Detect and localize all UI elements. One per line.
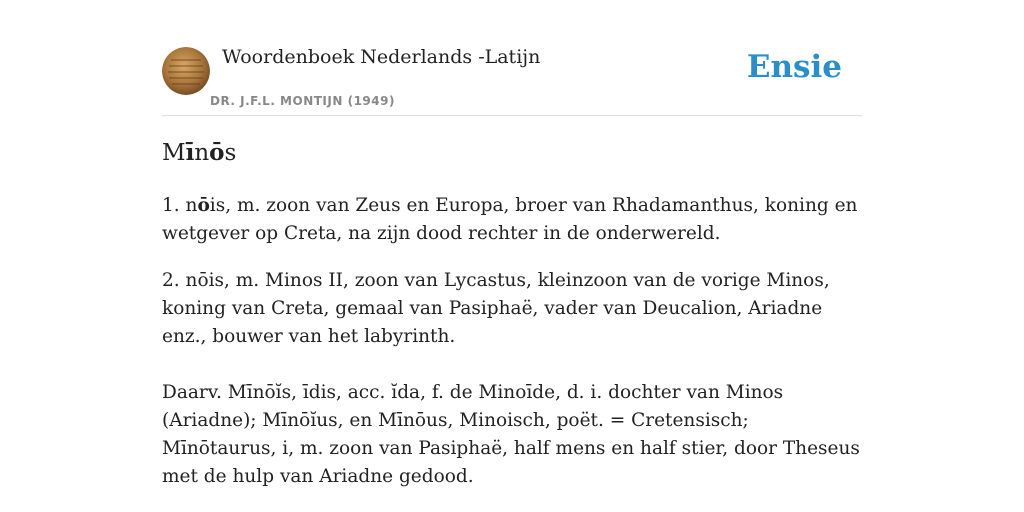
derivations-text: Daarv. Mīnōĭs, īdis, acc. ĭda, f. de Minoīde, d. i. dochter van Minos (Ariadne); Mīnōĭus, en Mīnōus, Minoisch, poët. = Cretensisch; Mīnōtaurus, i, m. zoon van Pasiphaë, half mens en half stier, door Theseus met de hulp van Ariadne gedood. — [162, 382, 860, 487]
book-cover-image[interactable] — [162, 47, 210, 95]
book-title[interactable]: Woordenboek Nederlands -Latijn — [222, 46, 541, 68]
book-author: DR. J.F.L. MONTIJN (1949) — [210, 94, 395, 108]
definition-paragraph — [162, 267, 862, 351]
definition-text: 1. n — [162, 195, 198, 216]
entry-title — [162, 139, 236, 166]
derivations-paragraph — [162, 379, 862, 491]
page-container — [162, 0, 862, 487]
definition-paragraph — [162, 192, 862, 248]
title-part-bold: ī — [185, 139, 195, 166]
title-part: s — [224, 140, 237, 166]
entry-header — [162, 0, 862, 116]
definition-emphasis: ō — [197, 195, 210, 216]
title-part: M — [162, 140, 186, 166]
title-part: n — [194, 140, 210, 166]
ensie-logo[interactable]: Ensie — [746, 49, 842, 85]
title-part-bold: ō — [209, 139, 225, 166]
definition-text: is, m. zoon van Zeus en Europa, broer van Rhadamanthus, koning en wetgever op Creta, na zijn dood rechter in de onderwereld. — [162, 195, 858, 244]
definition-text: 2. nōis, m. Minos II, zoon van Lycastus, kleinzoon van de vorige Minos, koning van Creta, gemaal van Pasiphaë, vader van Deucalion, Ariadne enz., bouwer van het labyrinth. — [162, 270, 830, 347]
